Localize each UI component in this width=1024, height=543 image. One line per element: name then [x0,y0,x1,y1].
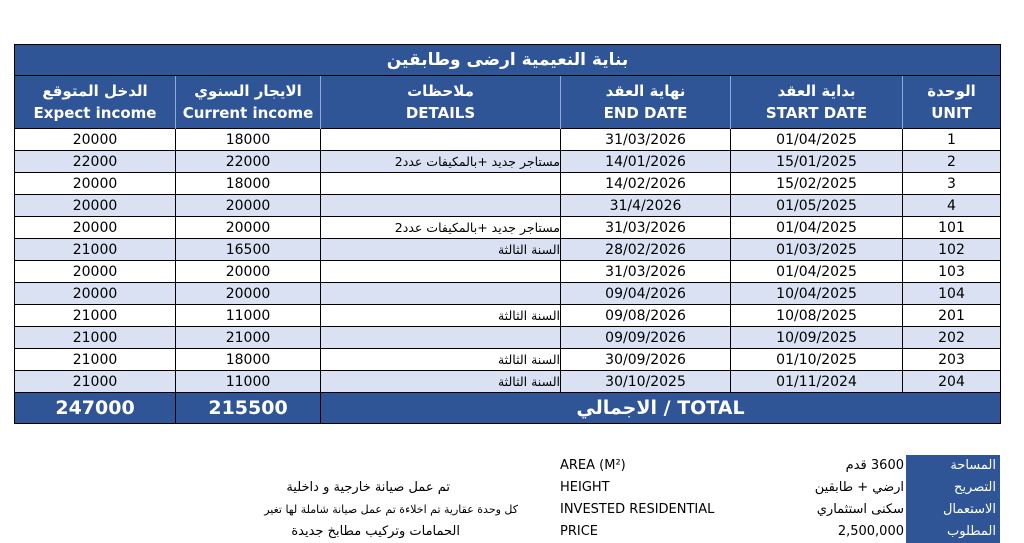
cell-expect: 21000 [15,371,176,393]
cell-expect: 21000 [15,239,176,261]
cell-end: 31/03/2026 [561,217,731,239]
table-row [15,173,1001,195]
table-row [15,261,1001,283]
total-current: 215500 [176,393,321,424]
cell-details [321,129,561,151]
total-row [15,393,1001,424]
cell-unit: 1 [903,129,1001,151]
cell-start: 01/05/2025 [731,195,903,217]
cell-start: 10/09/2025 [731,327,903,349]
cell-current: 20000 [176,217,321,239]
table-row [15,283,1001,305]
usage-value: سكنى استثماري [816,502,904,517]
usage-en: INVESTED RESIDENTIAL [560,502,715,517]
cell-start: 10/08/2025 [731,305,903,327]
cell-unit: 204 [903,371,1001,393]
income-table [14,44,1001,424]
price-value: 2,500,000 [837,524,904,539]
cell-expect: 20000 [15,173,176,195]
cell-current: 16500 [176,239,321,261]
permit-en: HEIGHT [560,480,610,495]
cell-start: 01/04/2025 [731,129,903,151]
header-details: ملاحظات DETAILS [321,76,561,129]
cell-details [321,283,561,305]
table-row [15,305,1001,327]
table-row [15,327,1001,349]
cell-end: 31/4/2026 [561,195,731,217]
cell-start: 01/10/2025 [731,349,903,371]
cell-unit: 103 [903,261,1001,283]
cell-start: 01/04/2025 [731,217,903,239]
cell-current: 20000 [176,195,321,217]
cell-end: 09/08/2026 [561,305,731,327]
permit-value: ارضي + طابقين [814,480,904,495]
table-row [15,239,1001,261]
price-en: PRICE [560,524,598,539]
header-expect-income: الدخل المتوقع Expect income [15,76,176,129]
cell-unit: 2 [903,151,1001,173]
cell-start: 15/02/2025 [731,173,903,195]
cell-end: 14/02/2026 [561,173,731,195]
cell-expect: 21000 [15,327,176,349]
usage-label: الاستعمال [906,499,1000,521]
header-current-income: الايجار السنوي Current income [176,76,321,129]
header-unit: الوحدة UNIT [903,76,1001,129]
cell-start: 01/04/2025 [731,261,903,283]
cell-details [321,261,561,283]
table-row [15,151,1001,173]
cell-details: مستاجر جديد +بالمكيفات عدد2 [321,151,561,173]
cell-details [321,173,561,195]
cell-current: 20000 [176,283,321,305]
cell-current: 18000 [176,173,321,195]
cell-end: 31/03/2026 [561,129,731,151]
permit-label: التصريح [906,477,1000,499]
cell-unit: 201 [903,305,1001,327]
note-line-3: الحمامات وتركيب مطابخ جديدة [291,524,460,539]
cell-end: 28/02/2026 [561,239,731,261]
cell-details [321,327,561,349]
price-label: المطلوب [906,521,1000,543]
cell-details: السنة الثالثة [321,239,561,261]
cell-end: 31/03/2026 [561,261,731,283]
cell-current: 18000 [176,129,321,151]
cell-end: 09/09/2026 [561,327,731,349]
cell-end: 14/01/2026 [561,151,731,173]
note-line-2: كل وحدة عقارية تم اخلاءة تم عمل صيانة شاملة لها تغير [264,503,518,516]
cell-end: 30/09/2026 [561,349,731,371]
table-row [15,129,1001,151]
cell-unit: 104 [903,283,1001,305]
cell-expect: 20000 [15,217,176,239]
total-label: TOTAL / الاجمالي [321,393,1001,424]
table-row [15,195,1001,217]
cell-current: 21000 [176,327,321,349]
cell-expect: 21000 [15,305,176,327]
cell-unit: 102 [903,239,1001,261]
area-value: 3600 قدم [845,458,904,473]
cell-unit: 3 [903,173,1001,195]
cell-end: 09/04/2026 [561,283,731,305]
cell-expect: 20000 [15,129,176,151]
cell-expect: 20000 [15,195,176,217]
table-row [15,217,1001,239]
cell-expect: 20000 [15,283,176,305]
cell-current: 11000 [176,305,321,327]
cell-details: السنة الثالثة [321,371,561,393]
header-start-date: بداية العقد START DATE [731,76,903,129]
cell-details: مستاجر جديد +بالمكيفات عدد2 [321,217,561,239]
cell-details: السنة الثالثة [321,305,561,327]
header-row [15,76,1001,129]
cell-start: 01/03/2025 [731,239,903,261]
cell-start: 10/04/2025 [731,283,903,305]
cell-current: 11000 [176,371,321,393]
cell-details [321,195,561,217]
cell-current: 20000 [176,261,321,283]
cell-current: 22000 [176,151,321,173]
total-expect: 247000 [15,393,176,424]
cell-unit: 4 [903,195,1001,217]
cell-start: 01/11/2024 [731,371,903,393]
header-end-date: نهاية العقد END DATE [561,76,731,129]
table-row [15,349,1001,371]
area-en: AREA (M²) [560,458,626,473]
cell-expect: 20000 [15,261,176,283]
cell-expect: 22000 [15,151,176,173]
cell-expect: 21000 [15,349,176,371]
note-line-1: تم عمل صيانة خارجية و داخلية [286,480,450,495]
table-title: بناية النعيمية ارضى وطابقين [15,45,1001,76]
area-label: المساحة [906,455,1000,477]
cell-details: السنة الثالثة [321,349,561,371]
cell-unit: 101 [903,217,1001,239]
cell-end: 30/10/2025 [561,371,731,393]
cell-unit: 202 [903,327,1001,349]
cell-current: 18000 [176,349,321,371]
cell-unit: 203 [903,349,1001,371]
table-row [15,371,1001,393]
cell-start: 15/01/2025 [731,151,903,173]
